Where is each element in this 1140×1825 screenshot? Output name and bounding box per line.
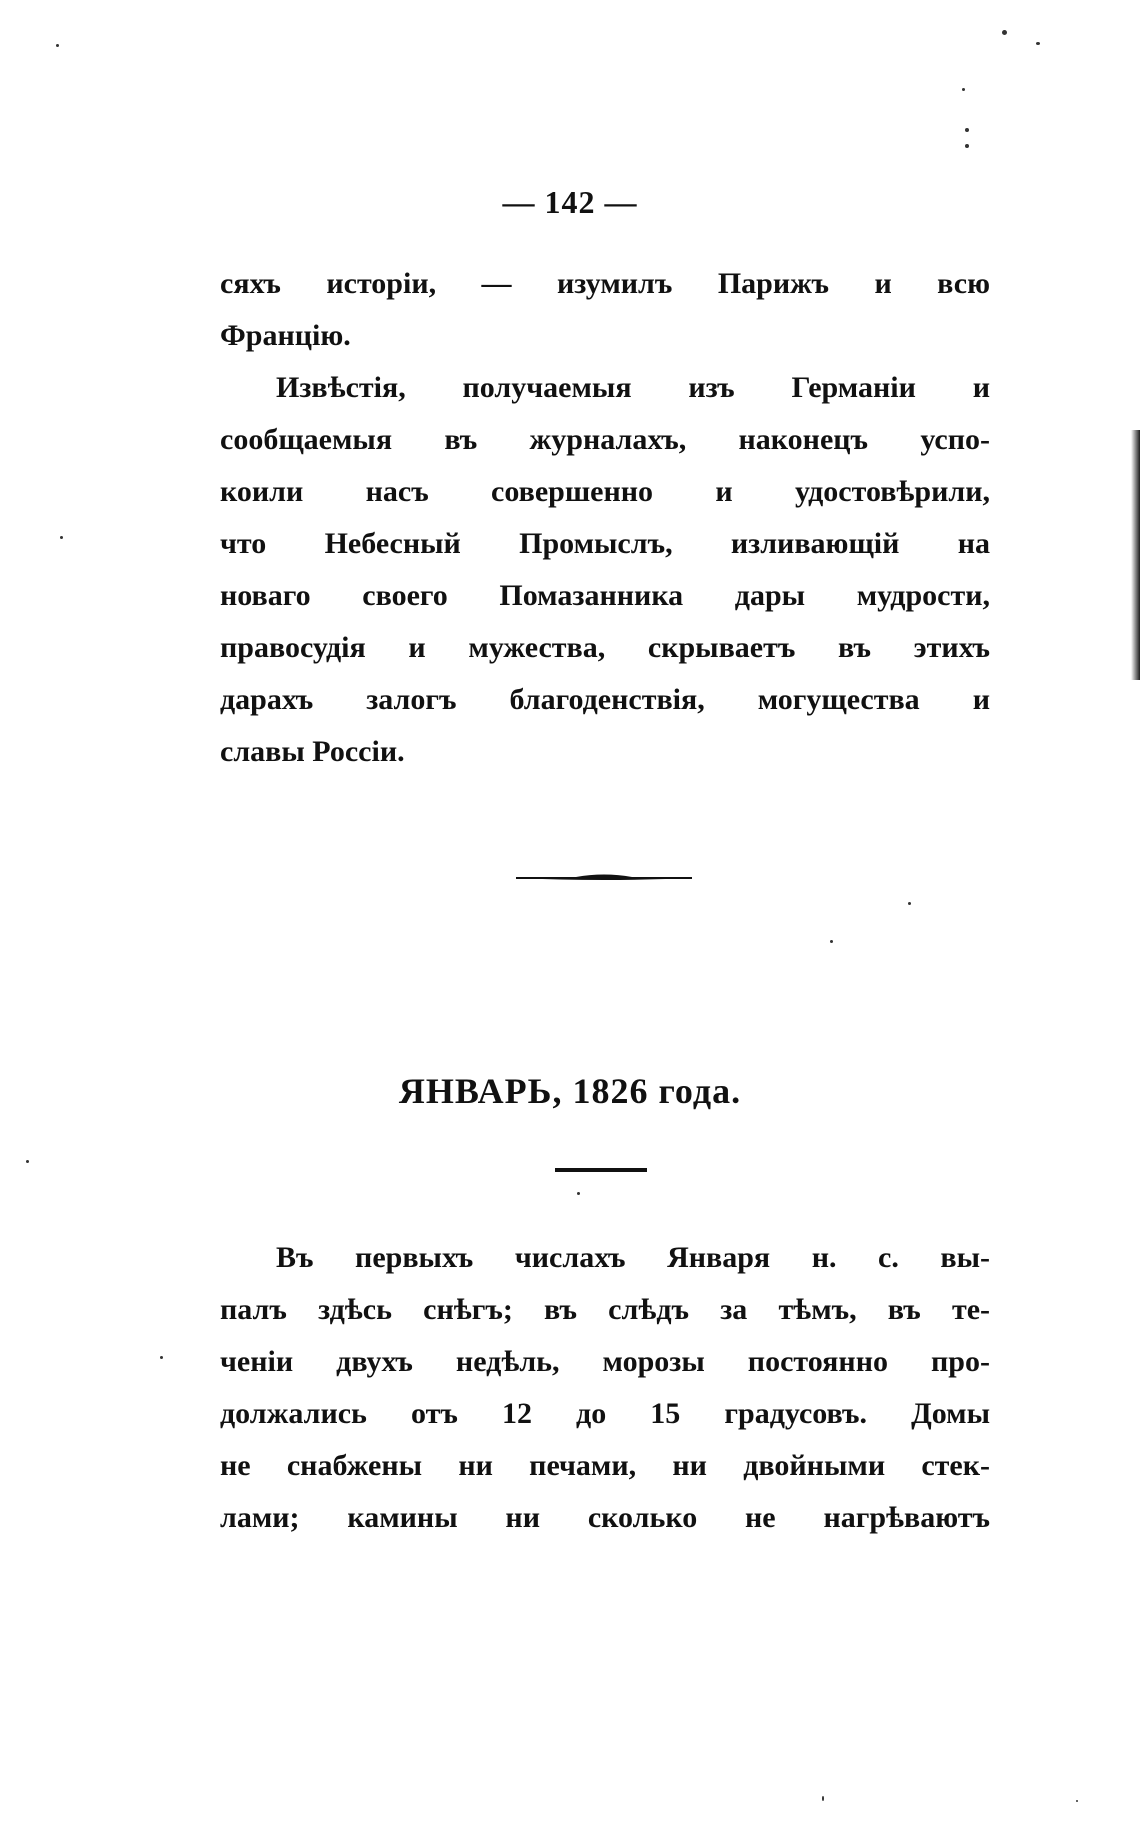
heading-underline-rule (555, 1168, 647, 1172)
scan-speck (1002, 30, 1007, 35)
text-line: славы Россіи. (220, 735, 405, 768)
paragraph-news (220, 362, 990, 778)
scan-speck (56, 44, 59, 47)
text-line: должались отъ 12 до 15 градусовъ. Домы (220, 1397, 990, 1430)
text-line: дарахъ залогъ благоденствія, могущества и (220, 683, 990, 716)
text-line: лами; камины ни сколько не нагрѣваютъ (220, 1501, 990, 1534)
scan-speck (822, 1796, 824, 1801)
text-line: правосудія и мужества, скрываетъ въ этихъ (220, 631, 990, 664)
scan-speck (965, 128, 969, 132)
text-line: палъ здѣсь снѣгъ; въ слѣдъ за тѣмъ, въ те- (220, 1293, 990, 1326)
scan-speck (965, 144, 969, 148)
scan-speck (26, 1160, 29, 1163)
scan-speck (1036, 42, 1040, 45)
scan-speck (577, 1192, 580, 1195)
text-line: сообщаемыя въ журналахъ, наконецъ успо- (220, 423, 990, 456)
scan-speck (962, 88, 965, 91)
text-line: ченіи двухъ недѣль, морозы постоянно про- (220, 1345, 990, 1378)
text-line: Въ первыхъ числахъ Января н. с. вы- (276, 1241, 990, 1274)
paragraph-continued (220, 258, 990, 362)
text-line: новаго своего Помазанника дары мудрости, (220, 579, 990, 612)
section-heading: ЯНВАРЬ, 1826 года. (398, 1071, 742, 1111)
paragraph-january (220, 1232, 990, 1544)
scan-speck (830, 940, 833, 943)
scan-speck (160, 1356, 163, 1359)
text-line: Извѣстія, получаемыя изъ Германіи и (276, 371, 990, 404)
text-line: Францію. (220, 319, 351, 352)
ornamental-divider (516, 872, 692, 884)
text-line: коили насъ совершенно и удостовѣрили, (220, 475, 990, 508)
page-number: — 142 — (502, 184, 638, 220)
text-line: сяхъ исторіи, — изумилъ Парижъ и всю (220, 267, 990, 300)
scan-speck (1076, 1800, 1078, 1802)
page-edge-shadow (1131, 430, 1140, 680)
text-line: не снабжены ни печами, ни двойными стек- (220, 1449, 990, 1482)
text-line: что Небесный Промыслъ, изливающій на (220, 527, 990, 560)
scan-speck (908, 902, 911, 905)
scan-speck (60, 536, 63, 539)
